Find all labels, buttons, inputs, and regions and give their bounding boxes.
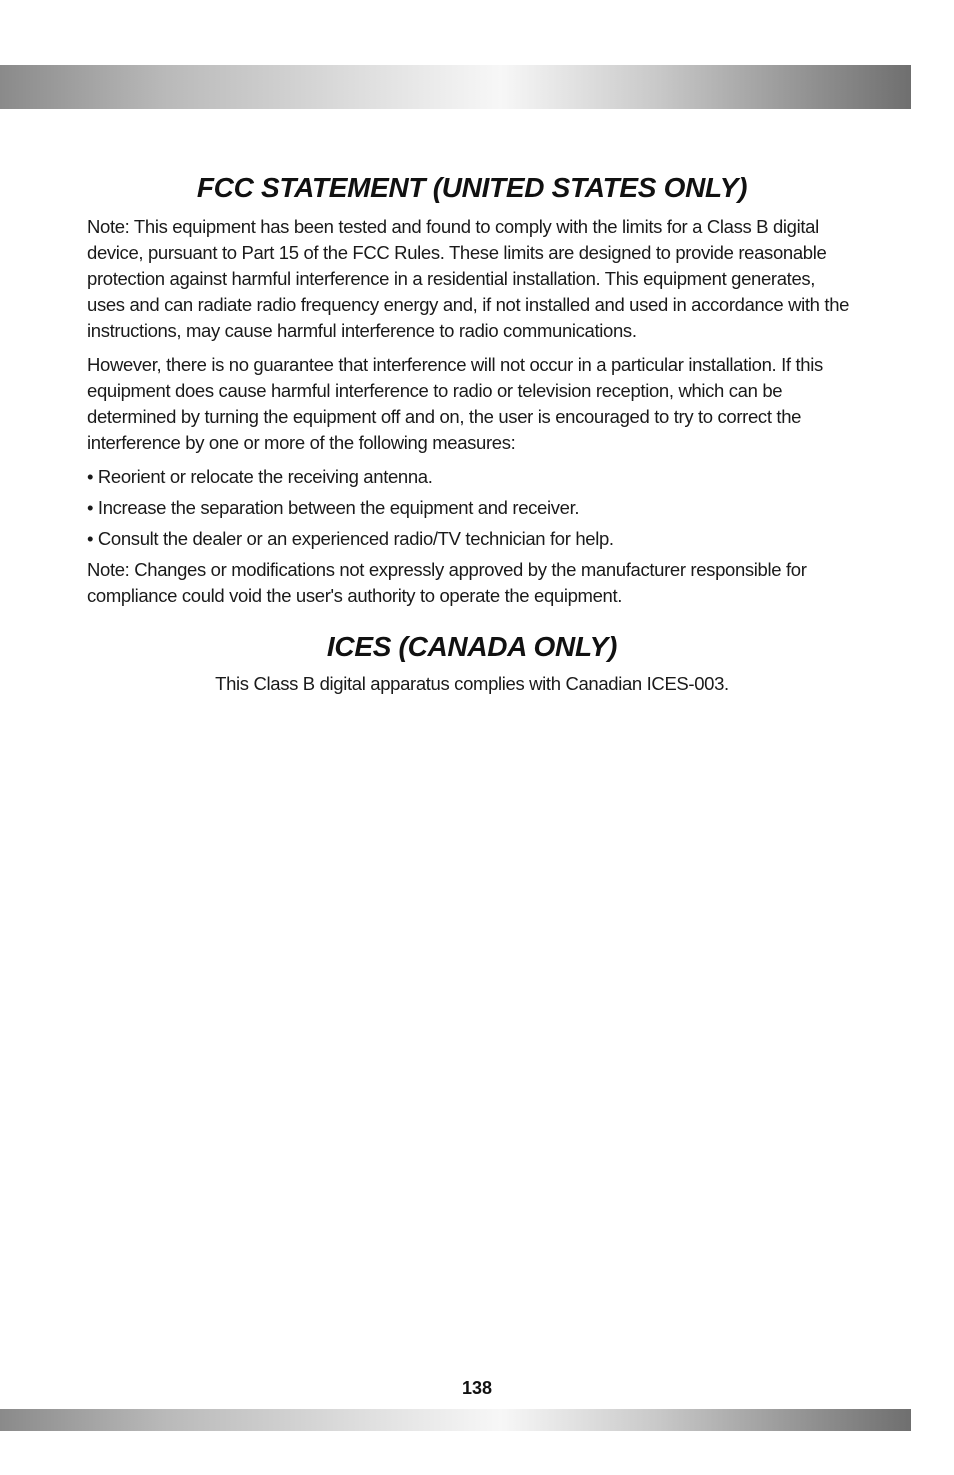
fcc-paragraph-1: Note: This equipment has been tested and found to comply with the limits for a Class B digital device, pursuant to Part 15 of the FCC Rules. These limits are designed to provide reasonable protection against harmful interference in a residential installation. This equipment generates, uses and can radiate radio frequency energy and, if not installed and used in accordance with the instructions, may cause harmful interference to radio communications. — [87, 216, 850, 341]
ices-heading: ICES (CANADA ONLY) — [326, 631, 618, 662]
fcc-heading: FCC STATEMENT (UNITED STATES ONLY) — [196, 172, 748, 203]
header-decorative-bar — [0, 65, 911, 109]
fcc-bullet-1: • Reorient or relocate the receiving antenna. — [87, 466, 433, 487]
footer-decorative-bar — [0, 1409, 911, 1431]
fcc-bullet-2: • Increase the separation between the equipment and receiver. — [87, 497, 580, 518]
page-content — [87, 170, 857, 705]
page-number: 138 — [461, 1378, 493, 1398]
fcc-paragraph-2: However, there is no guarantee that interference will not occur in a particular installation. If this equipment does cause harmful interference to radio or television reception, which can be determined by turning the equipment off and on, the user is encouraged to try to correct the interference by one or more of the following measures: — [87, 354, 823, 453]
ices-statement: This Class B digital apparatus complies with Canadian ICES-003. — [215, 673, 729, 694]
fcc-bullet-3: • Consult the dealer or an experienced radio/TV technician for help. — [87, 528, 614, 549]
fcc-note: Note: Changes or modifications not expressly approved by the manufacturer responsible for compliance could void the user's authority to operate the equipment. — [87, 559, 807, 606]
